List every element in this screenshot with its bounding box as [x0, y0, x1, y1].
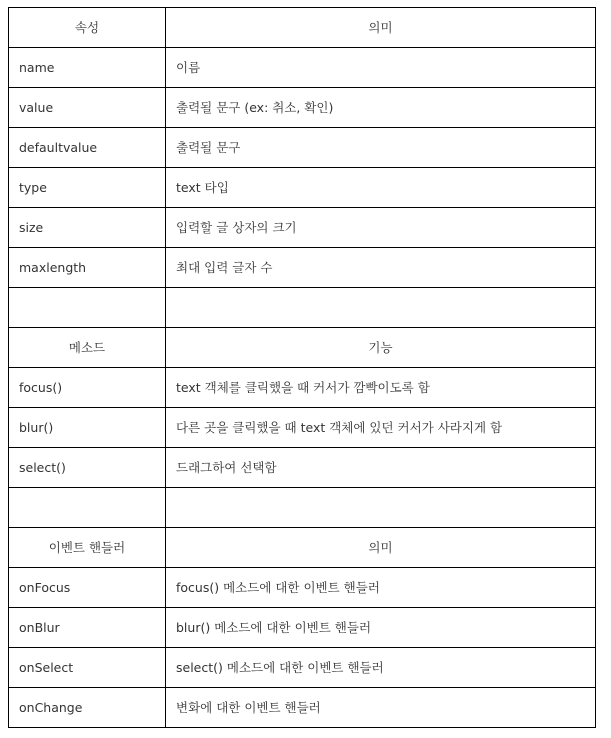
header-cell: 메소드: [9, 328, 166, 368]
property-name-cell: value: [9, 88, 166, 128]
property-meaning-cell: text 타입: [166, 168, 596, 208]
event-handler-meaning-cell: select() 메소드에 대한 이벤트 핸들러: [166, 648, 596, 688]
empty-cell: [9, 488, 166, 528]
property-meaning-cell: 출력될 문구: [166, 128, 596, 168]
property-meaning-cell: 이름: [166, 48, 596, 88]
table-header-row: [9, 528, 596, 568]
property-meaning-cell: 출력될 문구 (ex: 취소, 확인): [166, 88, 596, 128]
event-handler-meaning-cell: blur() 메소드에 대한 이벤트 핸들러: [166, 608, 596, 648]
property-name-cell: name: [9, 48, 166, 88]
header-cell: 의미: [166, 8, 596, 48]
header-cell: 이벤트 핸들러: [9, 528, 166, 568]
property-name-cell: size: [9, 208, 166, 248]
event-handler-name-cell: onBlur: [9, 608, 166, 648]
table-row: [9, 88, 596, 128]
header-cell: 기능: [166, 328, 596, 368]
empty-row: [9, 288, 596, 328]
header-cell: 의미: [166, 528, 596, 568]
table-row: [9, 368, 596, 408]
table-row: [9, 608, 596, 648]
table-header-row: [9, 328, 596, 368]
table-row: [9, 448, 596, 488]
event-handler-name-cell: onFocus: [9, 568, 166, 608]
empty-cell: [166, 288, 596, 328]
table-row: [9, 128, 596, 168]
table-row: [9, 408, 596, 448]
header-cell: 속성: [9, 8, 166, 48]
event-handler-meaning-cell: 변화에 대한 이벤트 핸들러: [166, 688, 596, 728]
property-name-cell: defaultvalue: [9, 128, 166, 168]
property-meaning-cell: 최대 입력 글자 수: [166, 248, 596, 288]
property-name-cell: type: [9, 168, 166, 208]
event-handler-meaning-cell: focus() 메소드에 대한 이벤트 핸들러: [166, 568, 596, 608]
method-name-cell: select(): [9, 448, 166, 488]
property-meaning-cell: 입력할 글 상자의 크기: [166, 208, 596, 248]
method-name-cell: blur(): [9, 408, 166, 448]
event-handler-name-cell: onSelect: [9, 648, 166, 688]
table-row: [9, 208, 596, 248]
method-function-cell: 드래그하여 선택함: [166, 448, 596, 488]
property-name-cell: maxlength: [9, 248, 166, 288]
empty-row: [9, 488, 596, 528]
reference-table: [8, 7, 596, 728]
method-function-cell: text 객체를 클릭했을 때 커서가 깜빡이도록 함: [166, 368, 596, 408]
table-row: [9, 168, 596, 208]
table-row: [9, 248, 596, 288]
event-handler-name-cell: onChange: [9, 688, 166, 728]
table-row: [9, 568, 596, 608]
method-function-cell: 다른 곳을 클릭했을 때 text 객체에 있던 커서가 사라지게 함: [166, 408, 596, 448]
table-row: [9, 688, 596, 728]
table-row: [9, 648, 596, 688]
table-header-row: [9, 8, 596, 48]
empty-cell: [166, 488, 596, 528]
table-row: [9, 48, 596, 88]
method-name-cell: focus(): [9, 368, 166, 408]
empty-cell: [9, 288, 166, 328]
